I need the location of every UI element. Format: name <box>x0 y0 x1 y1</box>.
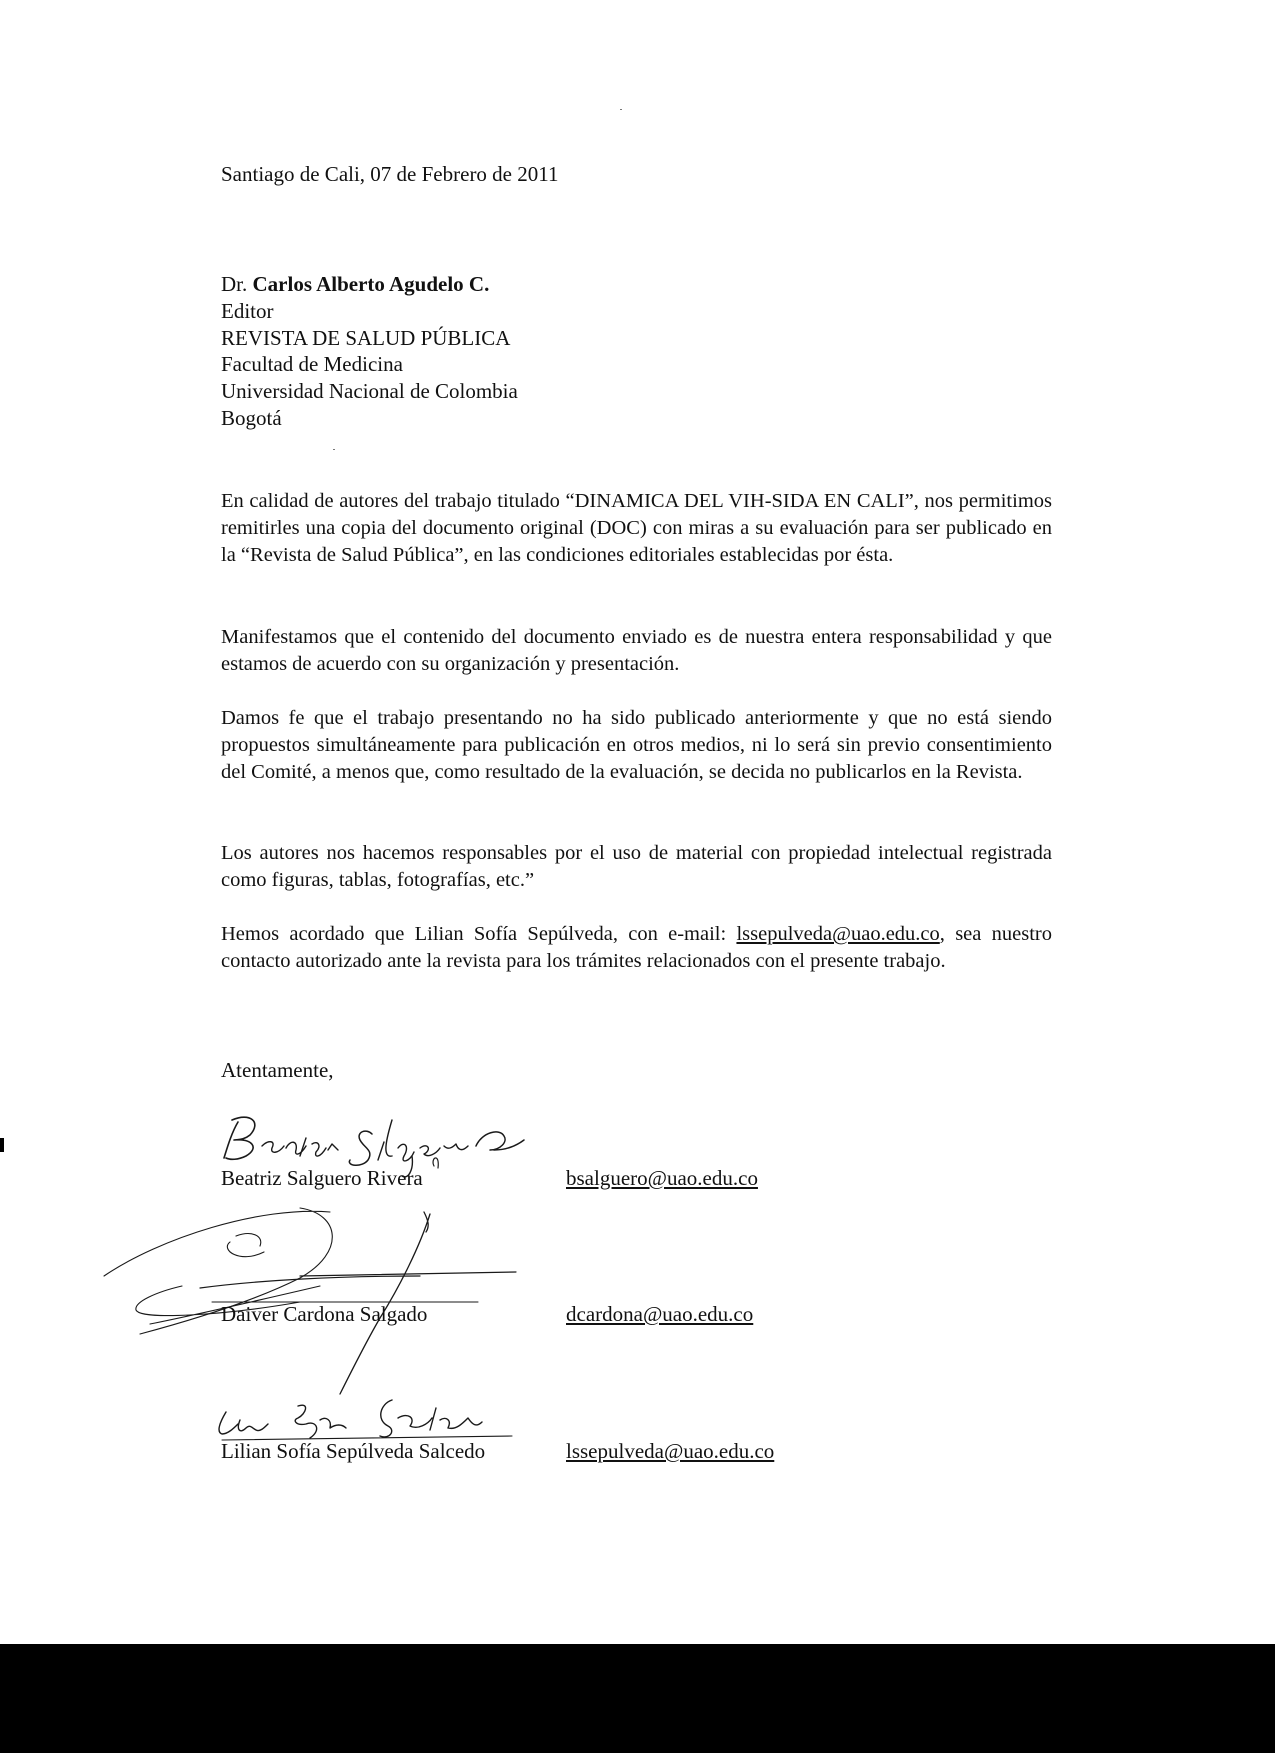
signatory-name: Daiver Cardona Salgado <box>221 1302 428 1326</box>
closing: Atentamente, <box>221 1058 334 1082</box>
recipient-faculty: Facultad de Medicina <box>221 352 403 377</box>
recipient-title: Dr. <box>221 272 248 296</box>
signatory-email-link[interactable]: dcardona@uao.edu.co <box>566 1302 754 1326</box>
scan-speck <box>333 449 335 450</box>
paragraph-responsibility: Manifestamos que el contenido del documento enviado es de nuestra entera responsabilidad y que estamos de acuerdo con su organización y presentación. <box>221 626 1052 675</box>
scan-speck <box>620 109 622 110</box>
signatory-email-link[interactable]: lssepulveda@uao.edu.co <box>566 1439 775 1463</box>
recipient-journal: REVISTA DE SALUD PÚBLICA <box>221 325 511 350</box>
scan-edge-mark <box>0 1138 4 1152</box>
signature-lilian-drawing <box>219 1400 512 1440</box>
recipient-university: Universidad Nacional de Colombia <box>221 379 518 404</box>
recipient-city: Bogotá <box>221 405 282 430</box>
recipient-name: Carlos Alberto Agudelo C. <box>252 272 490 296</box>
contact-text-start: Hemos acordado que Lilian Sofía Sepúlveda, con e-mail: <box>221 923 737 945</box>
recipient-name-line <box>221 271 518 298</box>
signatory-email-link[interactable]: bsalguero@uao.edu.co <box>566 1166 758 1190</box>
recipient-role: Editor <box>221 298 274 323</box>
paragraph-submission: En calidad de autores del trabajo titulado “DINAMICA DEL VIH-SIDA EN CALI”, nos permitimos remitirles una copia del documento original (DOC) con miras a su evaluación para ser publicado en la “Revista de Salud Pública”, en las condiciones editoriales establecidas por ésta. <box>221 490 1052 566</box>
signatory-name: Lilian Sofía Sepúlveda Salcedo <box>221 1439 486 1463</box>
paragraph-originality: Damos fe que el trabajo presentando no ha sido publicado anteriormente y que no está siendo propuestos simultáneamente para publicación en otros medios, ni lo será sin previo consentimiento del Comité, a menos que, como resultado de la evaluación, se decida no publicarlos en la Revista. <box>221 707 1052 783</box>
date-line: Santiago de Cali, 07 de Febrero de 2011 <box>221 162 559 186</box>
paragraph-contact <box>221 921 1052 975</box>
contact-email-link[interactable]: lssepulveda@uao.edu.co <box>736 923 940 945</box>
paragraph-intellectual-property: Los autores nos hacemos responsables por el uso de material con propiedad intelectual registrada como figuras, tablas, fotografías, etc.” <box>221 842 1052 891</box>
signatory-name: Beatriz Salguero Rivera <box>221 1166 423 1190</box>
recipient-block <box>221 271 518 432</box>
contact-text-end: , sea nuestro contacto autorizado ante la revista para los trámites relacionados con el presente trabajo. <box>221 923 1052 972</box>
scan-bottom-band <box>0 1644 1275 1753</box>
